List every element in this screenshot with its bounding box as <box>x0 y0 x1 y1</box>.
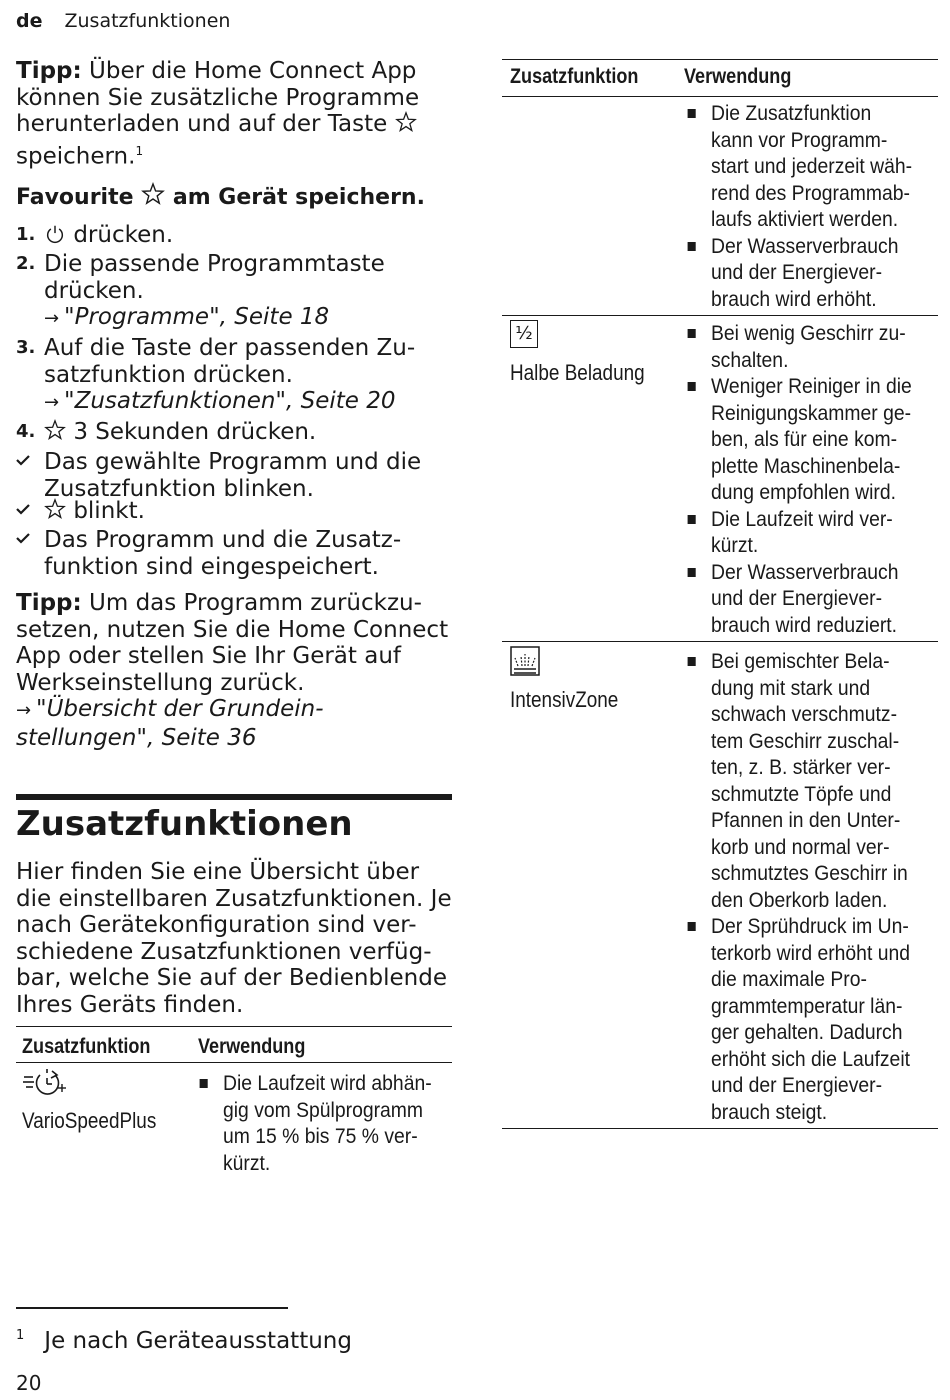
bullet-line: brauch wird reduziert. <box>711 612 898 637</box>
result-3 <box>16 527 456 580</box>
intensive-zone-icon <box>510 646 540 676</box>
intro-line: bar, welche Sie auf der Bedienblende <box>16 965 447 991</box>
bullet-line: kann vor Programm- <box>711 127 888 152</box>
bullet-line: terkorb wird erhöht und <box>711 940 910 965</box>
bullet-line: schwach verschmutz- <box>711 702 898 726</box>
footnote-reference: 1 <box>135 143 144 158</box>
tip-label: Tipp: <box>16 590 82 616</box>
tip-line: Über die Home Connect App <box>89 58 417 84</box>
half-load-icon: ½ <box>510 320 538 348</box>
bullet-line: den Oberkorb laden. <box>711 887 888 912</box>
step-text: Auf die Taste der passenden Zu- <box>44 335 416 361</box>
result-text: Das Programm und die Zusatz- <box>44 527 402 553</box>
section-title: Zusatzfunktionen <box>16 804 353 844</box>
intro-line: die einstellbaren Zusatzfunktionen. Je <box>16 885 452 912</box>
usage-bullet <box>684 233 938 313</box>
usage-bullet <box>684 373 938 506</box>
step-number: 2. <box>16 253 36 274</box>
cross-reference-link[interactable]: "Programme", Seite 18 <box>64 304 330 330</box>
section-divider <box>16 794 452 800</box>
result-text: blinkt. <box>73 498 145 524</box>
step-number: 1. <box>16 224 36 245</box>
bullet-line: erhöht sich die Laufzeit <box>711 1046 911 1071</box>
table-top-rule <box>502 59 938 60</box>
section-intro <box>16 859 456 1018</box>
tip-label: Tipp: <box>16 58 82 84</box>
bullet-line: brauch wird erhöht. <box>711 286 877 311</box>
usage-bullet <box>684 559 938 639</box>
star-icon <box>44 419 66 441</box>
bullet-line: start und jederzeit wäh- <box>711 154 913 178</box>
step-number: 4. <box>16 421 36 442</box>
bullet-line: dung mit stark und <box>711 675 871 700</box>
tip-line: App oder stellen Sie Ihr Gerät auf <box>16 643 402 669</box>
bullet-line: Bei wenig Geschirr zu- <box>711 321 906 345</box>
usage-bullet <box>684 648 938 913</box>
arrow-icon: → <box>44 392 60 413</box>
tip-line: setzen, nutzen Sie die Home Connect <box>16 616 449 643</box>
bullet-line: Bei gemischter Bela- <box>711 649 890 673</box>
bullet-line: dung empfohlen wird. <box>711 480 897 504</box>
bullet-line: und der Energiever- <box>711 260 883 284</box>
bullet-line: plette Maschinenbela- <box>711 453 901 478</box>
bullet-line: Der Wasserverbrauch <box>711 559 899 584</box>
column-header: Verwendung <box>198 1035 306 1058</box>
star-icon <box>395 111 417 133</box>
footnote-text: Je nach Geräteausstattung <box>44 1328 352 1354</box>
usage-bullet <box>684 100 938 233</box>
row-divider <box>502 641 938 642</box>
bullet-line: Die Zusatzfunktion <box>711 101 872 125</box>
step-text: drücken. <box>73 222 174 248</box>
column-header: Verwendung <box>684 65 792 88</box>
arrow-icon: → <box>16 700 32 721</box>
function-name: VarioSpeedPlus <box>22 1108 157 1133</box>
footnote-divider <box>16 1307 288 1309</box>
favourite-heading <box>16 182 425 212</box>
bullet-line: rend des Programmab- <box>711 180 910 205</box>
bullet-line: Die Laufzeit wird ver- <box>711 506 893 531</box>
bullet-line: ten, z. B. stärker ver- <box>711 755 891 779</box>
bullet-line: Der Sprühdruck im Un- <box>711 914 909 938</box>
intro-line: schiedene Zusatzfunktionen verfüg- <box>16 938 432 965</box>
bullet-line: schmutztes Geschirr in <box>711 861 908 885</box>
intro-line: Ihres Geräts finden. <box>16 991 244 1018</box>
bullet-line: grammtemperatur län- <box>711 993 903 1018</box>
step-text: drücken. <box>44 277 144 304</box>
bullet-line: Der Wasserverbrauch <box>711 233 899 258</box>
table-top-rule <box>16 1026 452 1027</box>
checkmark-icon <box>16 502 30 516</box>
step-text: Die passende Programmtaste <box>44 251 385 277</box>
result-text: Das gewählte Programm und die <box>44 449 422 475</box>
usage-bullet <box>684 320 938 373</box>
bullet-line: tem Geschirr zuschal- <box>711 728 900 753</box>
heading-text: Favourite <box>16 185 134 210</box>
arrow-icon: → <box>44 308 60 329</box>
usage-list <box>684 100 938 312</box>
star-icon <box>141 182 165 206</box>
cross-reference-link[interactable]: "Zusatzfunktionen", Seite 20 <box>64 388 396 414</box>
result-text: Zusatzfunktion blinken. <box>44 475 314 502</box>
bullet-line: kürzt. <box>711 533 759 557</box>
usage-list <box>684 648 938 1125</box>
usage-list <box>196 1070 452 1176</box>
step-text: satzfunktion drücken. <box>44 361 293 388</box>
language-code: de <box>16 10 43 32</box>
step-4 <box>16 419 456 446</box>
footnote-mark: 1 <box>16 1328 25 1343</box>
checkmark-icon <box>16 531 30 545</box>
row-divider <box>502 315 938 316</box>
bullet-line: Reinigungskammer ge- <box>711 400 912 425</box>
power-icon <box>44 223 66 245</box>
table-header-rule <box>16 1062 452 1063</box>
bullet-line: gig vom Spülprogramm <box>223 1097 424 1122</box>
step-text: 3 Sekunden drücken. <box>73 419 317 445</box>
function-name: Halbe Beladung <box>510 360 645 385</box>
table-header-rule <box>502 96 938 97</box>
cross-reference-link[interactable]: stellungen", Seite 36 <box>16 724 257 751</box>
bullet-line: brauch steigt. <box>711 1099 828 1124</box>
step-2 <box>16 251 456 333</box>
bullet-line: ben, als für eine kom- <box>711 427 898 451</box>
bullet-line: laufs aktiviert werden. <box>711 207 899 231</box>
bullet-line: die maximale Pro- <box>711 967 867 991</box>
bullet-line: schmutzte Töpfe und <box>711 781 892 806</box>
tip-line: Um das Programm zurückzu- <box>89 590 422 616</box>
bullet-line: und der Energiever- <box>711 586 883 610</box>
usage-bullet <box>684 913 938 1125</box>
bullet-line: schalten. <box>711 347 789 372</box>
cross-reference-link[interactable]: "Übersicht der Grundein- <box>36 696 324 722</box>
step-3 <box>16 335 456 417</box>
tip-line: speichern. <box>16 143 136 170</box>
bullet-line: und der Energiever- <box>711 1073 883 1097</box>
page-header <box>16 8 230 34</box>
bullet-line: Pfannen in den Unter- <box>711 808 901 832</box>
header-title: Zusatzfunktionen <box>64 10 231 32</box>
bullet-line: Weniger Reiniger in die <box>711 374 912 398</box>
star-icon <box>44 498 66 520</box>
step-1 <box>16 222 456 249</box>
usage-bullet <box>684 506 938 559</box>
result-text: funktion sind eingespeichert. <box>44 553 379 580</box>
function-name: IntensivZone <box>510 687 619 712</box>
tip-box-2 <box>16 590 456 751</box>
bullet-line: ger gehalten. Dadurch <box>711 1020 903 1044</box>
bullet-line: um 15 % bis 75 % ver- <box>223 1124 418 1148</box>
intro-line: nach Gerätekonfiguration sind ver- <box>16 912 417 938</box>
tip-line: Werkseinstellung zurück. <box>16 669 305 696</box>
page-number: 20 <box>16 1371 42 1395</box>
tip-line: herunterladen und auf der Taste <box>16 111 388 137</box>
checkmark-icon <box>16 453 30 467</box>
tip-box-1 <box>16 58 456 170</box>
usage-list <box>684 320 938 638</box>
column-header: Zusatzfunktion <box>510 65 639 88</box>
bullet-line: Die Laufzeit wird abhän- <box>223 1071 432 1095</box>
usage-bullet <box>196 1070 452 1176</box>
tip-line: können Sie zusätzliche Programme <box>16 84 420 111</box>
footnote <box>16 1322 352 1355</box>
column-header: Zusatzfunktion <box>22 1035 151 1058</box>
bullet-line: kürzt. <box>223 1150 271 1175</box>
result-2 <box>16 498 456 525</box>
bullet-line: korb und normal ver- <box>711 834 890 859</box>
intro-line: Hier finden Sie eine Übersicht über <box>16 859 420 885</box>
step-number: 3. <box>16 337 36 358</box>
heading-text: am Gerät speichern. <box>172 185 425 210</box>
table-bottom-rule <box>502 1128 938 1129</box>
result-1 <box>16 449 456 502</box>
vario-speed-plus-icon <box>22 1066 68 1100</box>
